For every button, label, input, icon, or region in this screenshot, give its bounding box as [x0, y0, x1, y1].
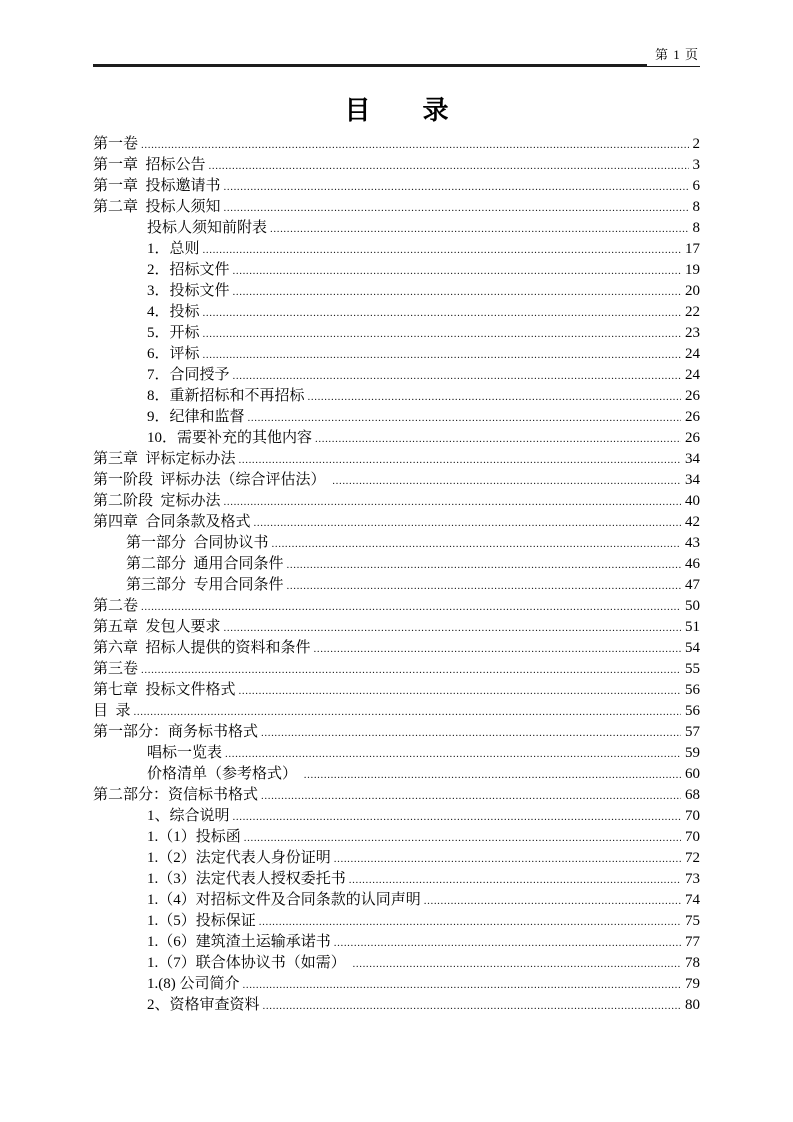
- toc-dot-leader: [134, 701, 681, 723]
- toc-entry-title: 5．开标: [147, 325, 200, 341]
- toc-entry: [93, 701, 700, 722]
- toc-entry: [93, 743, 700, 764]
- header-rule: [93, 64, 647, 67]
- page-header: [93, 46, 700, 67]
- toc-dot-leader: [272, 533, 681, 555]
- toc-dot-leader: [224, 197, 689, 219]
- toc-entry-title: 1.（5）投标保证: [147, 913, 256, 929]
- toc-entry-title: 第一章 招标公告: [93, 157, 206, 173]
- toc-entry: [93, 176, 700, 197]
- toc-entry: [93, 596, 700, 617]
- toc-entry: [93, 512, 700, 533]
- page-number-label: 第 1 页: [647, 46, 700, 67]
- toc-entry-title: 6．评标: [147, 346, 200, 362]
- toc-dot-leader: [259, 911, 681, 933]
- toc-entry: [93, 785, 700, 806]
- toc-entry: [93, 806, 700, 827]
- page-content: [93, 0, 700, 1016]
- toc-dot-leader: [141, 659, 681, 681]
- toc-entry-title: 第一部分：商务标书格式: [93, 724, 259, 740]
- toc-dot-leader: [287, 575, 681, 597]
- toc-entry-title: 第一卷: [93, 136, 139, 152]
- toc-entry-title: 2．招标文件: [147, 262, 230, 278]
- toc-entry-title: 3．投标文件: [147, 283, 230, 299]
- toc-dot-leader: [224, 491, 681, 513]
- toc-dot-leader: [224, 176, 689, 198]
- toc-entry-page-number: 34: [685, 472, 700, 488]
- toc-entry-page-number: 26: [685, 388, 700, 404]
- toc-dot-leader: [248, 407, 681, 429]
- toc-entry-page-number: 34: [685, 451, 700, 467]
- toc-entry-page-number: 17: [685, 241, 700, 257]
- toc-dot-leader: [261, 785, 681, 807]
- toc-dot-leader: [203, 344, 681, 366]
- toc-entry-title: 7．合同授予: [147, 367, 230, 383]
- toc-entry: [93, 827, 700, 848]
- toc-dot-leader: [315, 428, 681, 450]
- toc-dot-leader: [233, 281, 681, 303]
- toc-entry: [93, 533, 700, 554]
- toc-dot-leader: [263, 995, 681, 1017]
- toc-entry-title: 第二阶段 定标办法: [93, 493, 221, 509]
- toc-entry: [93, 281, 700, 302]
- toc-dot-leader: [203, 323, 681, 345]
- toc-entry-page-number: 68: [685, 787, 700, 803]
- toc-entry-title: 第二章 投标人须知: [93, 199, 221, 215]
- toc-entry-page-number: 3: [692, 157, 700, 173]
- toc-entry: [93, 344, 700, 365]
- toc-dot-leader: [141, 134, 688, 156]
- toc-entry: [93, 554, 700, 575]
- toc-entry: [93, 869, 700, 890]
- toc-entry-page-number: 77: [685, 934, 700, 950]
- toc-dot-leader: [243, 974, 682, 996]
- toc-entry: [93, 449, 700, 470]
- toc-dot-leader: [233, 260, 681, 282]
- toc-entry: [93, 302, 700, 323]
- toc-entry-page-number: 8: [692, 199, 700, 215]
- toc-list: [93, 134, 700, 1016]
- toc-dot-leader: [353, 953, 681, 975]
- toc-entry-page-number: 51: [685, 619, 700, 635]
- toc-entry-title: 第七章 投标文件格式: [93, 682, 236, 698]
- toc-dot-leader: [334, 932, 681, 954]
- toc-dot-leader: [225, 743, 681, 765]
- toc-entry: [93, 575, 700, 596]
- toc-entry: [93, 953, 700, 974]
- toc-dot-leader: [203, 239, 681, 261]
- toc-entry-page-number: 57: [685, 724, 700, 740]
- toc-dot-leader: [308, 386, 681, 408]
- toc-entry-page-number: 20: [685, 283, 700, 299]
- toc-entry-page-number: 23: [685, 325, 700, 341]
- toc-entry-title: 价格清单（参考格式）: [147, 766, 301, 782]
- toc-entry-page-number: 55: [685, 661, 700, 677]
- toc-entry: [93, 491, 700, 512]
- toc-entry-title: 第一阶段 评标办法（综合评估法）: [93, 472, 330, 488]
- toc-entry-page-number: 72: [685, 850, 700, 866]
- toc-entry-title: 唱标一览表: [147, 745, 223, 761]
- toc-dot-leader: [349, 869, 681, 891]
- toc-entry: [93, 134, 700, 155]
- toc-entry-page-number: 6: [692, 178, 700, 194]
- toc-entry-page-number: 73: [685, 871, 700, 887]
- toc-entry-title: 1.（1）投标函: [147, 829, 241, 845]
- toc-entry-title: 10．需要补充的其他内容: [147, 430, 313, 446]
- toc-dot-leader: [244, 827, 681, 849]
- toc-entry-page-number: 60: [685, 766, 700, 782]
- toc-entry: [93, 428, 700, 449]
- toc-entry-page-number: 8: [692, 220, 700, 236]
- toc-entry: [93, 680, 700, 701]
- toc-entry-title: 9．纪律和监督: [147, 409, 245, 425]
- toc-entry-page-number: 26: [685, 430, 700, 446]
- toc-entry-page-number: 70: [685, 808, 700, 824]
- toc-entry-page-number: 2: [692, 136, 700, 152]
- toc-entry: [93, 365, 700, 386]
- toc-entry: [93, 995, 700, 1016]
- toc-entry-title: 1．总则: [147, 241, 200, 257]
- toc-entry-page-number: 43: [685, 535, 700, 551]
- toc-entry: [93, 407, 700, 428]
- toc-entry: [93, 848, 700, 869]
- toc-entry: [93, 890, 700, 911]
- toc-entry-page-number: 19: [685, 262, 700, 278]
- toc-entry-title: 第三卷: [93, 661, 139, 677]
- toc-entry-page-number: 56: [685, 682, 700, 698]
- toc-dot-leader: [239, 449, 681, 471]
- toc-entry-page-number: 75: [685, 913, 700, 929]
- toc-entry: [93, 197, 700, 218]
- toc-entry-page-number: 56: [685, 703, 700, 719]
- toc-entry: [93, 911, 700, 932]
- toc-title: 目 录: [344, 96, 449, 125]
- toc-entry: [93, 932, 700, 953]
- toc-entry: [93, 659, 700, 680]
- toc-entry-page-number: 54: [685, 640, 700, 656]
- toc-dot-leader: [424, 890, 681, 912]
- toc-entry-title: 8．重新招标和不再招标: [147, 388, 305, 404]
- toc-entry-title: 第一章 投标邀请书: [93, 178, 221, 194]
- toc-entry: [93, 470, 700, 491]
- toc-entry-title: 第二部分：资信标书格式: [93, 787, 259, 803]
- toc-dot-leader: [209, 155, 689, 177]
- toc-dot-leader: [224, 617, 681, 639]
- toc-entry-title: 第四章 合同条款及格式: [93, 514, 251, 530]
- toc-entry-title: 1.（7）联合体协议书（如需）: [147, 955, 350, 971]
- toc-entry-page-number: 50: [685, 598, 700, 614]
- toc-entry-title: 第一部分 合同协议书: [126, 535, 269, 551]
- toc-dot-leader: [233, 806, 681, 828]
- toc-dot-leader: [261, 722, 681, 744]
- toc-entry-page-number: 42: [685, 514, 700, 530]
- toc-entry: [93, 323, 700, 344]
- toc-entry-title: 2、资格审查资料: [147, 997, 260, 1013]
- toc-dot-leader: [233, 365, 681, 387]
- toc-entry-page-number: 59: [685, 745, 700, 761]
- toc-entry-title: 1.（2）法定代表人身份证明: [147, 850, 331, 866]
- toc-entry: [93, 260, 700, 281]
- toc-dot-leader: [203, 302, 681, 324]
- toc-entry-page-number: 40: [685, 493, 700, 509]
- toc-entry: [93, 386, 700, 407]
- toc-entry-page-number: 24: [685, 367, 700, 383]
- toc-entry-page-number: 80: [685, 997, 700, 1013]
- toc-entry: [93, 218, 700, 239]
- toc-entry-title: 1.（6）建筑渣土运输承诺书: [147, 934, 331, 950]
- toc-entry-page-number: 46: [685, 556, 700, 572]
- toc-dot-leader: [287, 554, 681, 576]
- toc-entry-page-number: 79: [685, 976, 700, 992]
- toc-entry-page-number: 24: [685, 346, 700, 362]
- toc-entry-title: 第三章 评标定标办法: [93, 451, 236, 467]
- toc-entry-page-number: 74: [685, 892, 700, 908]
- toc-dot-leader: [254, 512, 681, 534]
- toc-dot-leader: [270, 218, 688, 240]
- toc-entry-page-number: 70: [685, 829, 700, 845]
- toc-dot-leader: [334, 848, 681, 870]
- toc-dot-leader: [141, 596, 681, 618]
- toc-entry: [93, 764, 700, 785]
- toc-entry: [93, 617, 700, 638]
- toc-entry-page-number: 26: [685, 409, 700, 425]
- toc-dot-leader: [239, 680, 681, 702]
- toc-entry-title: 第六章 招标人提供的资料和条件: [93, 640, 311, 656]
- toc-dot-leader: [304, 764, 681, 786]
- toc-entry-title: 1.(8) 公司简介: [147, 976, 240, 992]
- toc-entry: [93, 239, 700, 260]
- toc-entry-title: 4．投标: [147, 304, 200, 320]
- toc-entry-title: 投标人须知前附表: [147, 220, 268, 236]
- toc-dot-leader: [332, 470, 681, 492]
- toc-entry-page-number: 78: [685, 955, 700, 971]
- toc-entry-title: 第五章 发包人要求: [93, 619, 221, 635]
- toc-entry-title: 第二卷: [93, 598, 139, 614]
- toc-entry: [93, 155, 700, 176]
- toc-entry-title: 目 录: [93, 703, 131, 719]
- toc-entry-title: 1.（3）法定代表人授权委托书: [147, 871, 346, 887]
- toc-entry: [93, 722, 700, 743]
- toc-entry-page-number: 22: [685, 304, 700, 320]
- toc-entry-page-number: 47: [685, 577, 700, 593]
- toc-dot-leader: [314, 638, 681, 660]
- toc-entry: [93, 638, 700, 659]
- toc-entry-title: 1.（4）对招标文件及合同条款的认同声明: [147, 892, 421, 908]
- toc-entry-title: 第三部分 专用合同条件: [126, 577, 284, 593]
- toc-entry-title: 1、综合说明: [147, 808, 230, 824]
- toc-entry-title: 第二部分 通用合同条件: [126, 556, 284, 572]
- toc-entry: [93, 974, 700, 995]
